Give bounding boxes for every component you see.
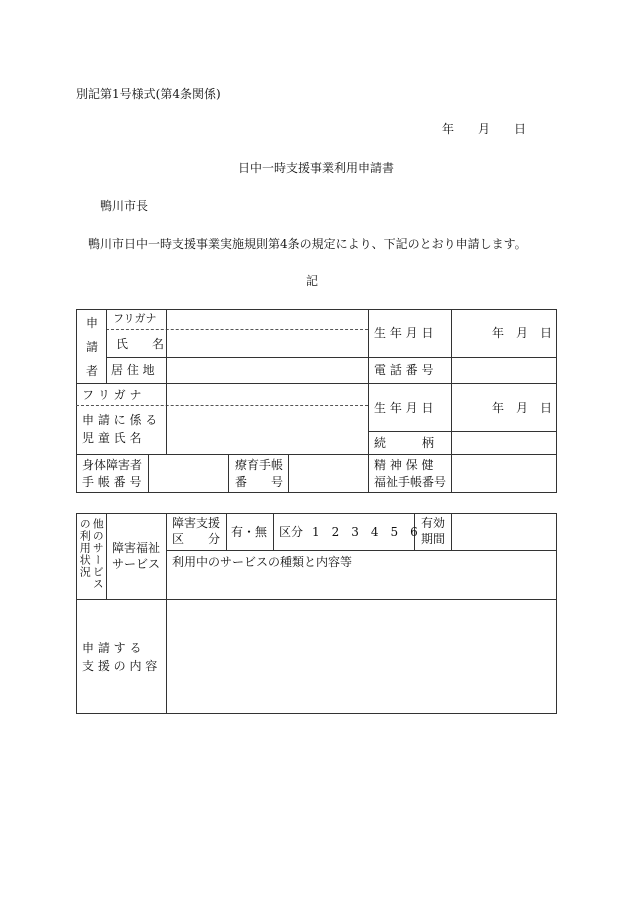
applicant-label-3: 者 <box>86 364 99 378</box>
form-number: 別記第1号様式(第4条関係) <box>76 87 221 101</box>
welfare-service-label-2: サービス <box>112 557 161 571</box>
other-service-label-1: 他のサービス <box>91 518 105 590</box>
support-class-label-1: 障害支援 <box>172 516 221 530</box>
child-name-label-1: 申 請 に 係 る <box>82 413 158 427</box>
welfare-service-label-1: 障害福祉 <box>112 541 161 555</box>
phone-label: 電 話 番 号 <box>374 363 434 377</box>
class-numbers: 1 2 3 4 5 6 <box>312 525 418 539</box>
service-detail-label: 利用中のサービスの種類と内容等 <box>172 555 353 569</box>
child-furigana-label: フ リ ガ ナ <box>82 388 142 402</box>
disability-cert-label-2: 手 帳 番 号 <box>82 475 142 489</box>
valid-period-label-1: 有効 <box>421 516 446 530</box>
request-content-label-2: 支 援 の 内 容 <box>82 659 158 673</box>
ryoiku-label-2: 番 号 <box>235 475 284 489</box>
birth-label: 生 年 月 日 <box>374 326 434 340</box>
support-class-label-2: 区 分 <box>172 532 221 546</box>
applicant-label-2: 請 <box>86 340 99 354</box>
child-birth-date-format: 年 月 日 <box>492 401 553 415</box>
request-content-label-1: 申 請 す る <box>82 641 142 655</box>
intro-text: 鴨川市日中一時支援事業実施規則第4条の規定により、下記のとおり申請します。 <box>88 237 527 251</box>
document-title: 日中一時支援事業利用申請書 <box>238 161 395 175</box>
addressee: 鴨川市長 <box>100 199 149 213</box>
relation-label: 続 柄 <box>374 436 435 450</box>
mental-health-label-2: 福祉手帳番号 <box>374 475 447 489</box>
applicant-label-1: 申 <box>86 316 99 330</box>
submission-date: 年 月 日 <box>442 122 527 136</box>
mental-health-label-1: 精 神 保 健 <box>374 458 434 472</box>
ki-label: 記 <box>306 274 319 288</box>
other-service-label-2: の利用状況 <box>78 518 92 578</box>
address-label: 居 住 地 <box>111 363 155 377</box>
birth-date-format: 年 月 日 <box>492 326 553 340</box>
yes-no-option: 有・無 <box>231 525 268 539</box>
disability-cert-label-1: 身体障害者 <box>82 458 143 472</box>
ryoiku-label-1: 療育手帳 <box>235 458 284 472</box>
child-birth-label: 生 年 月 日 <box>374 401 434 415</box>
class-label: 区分 <box>279 525 304 539</box>
child-name-label-2: 児 童 氏 名 <box>82 431 142 445</box>
furigana-label: フリガナ <box>113 312 157 325</box>
valid-period-label-2: 期間 <box>421 532 446 546</box>
name-label: 氏 名 <box>116 337 165 351</box>
